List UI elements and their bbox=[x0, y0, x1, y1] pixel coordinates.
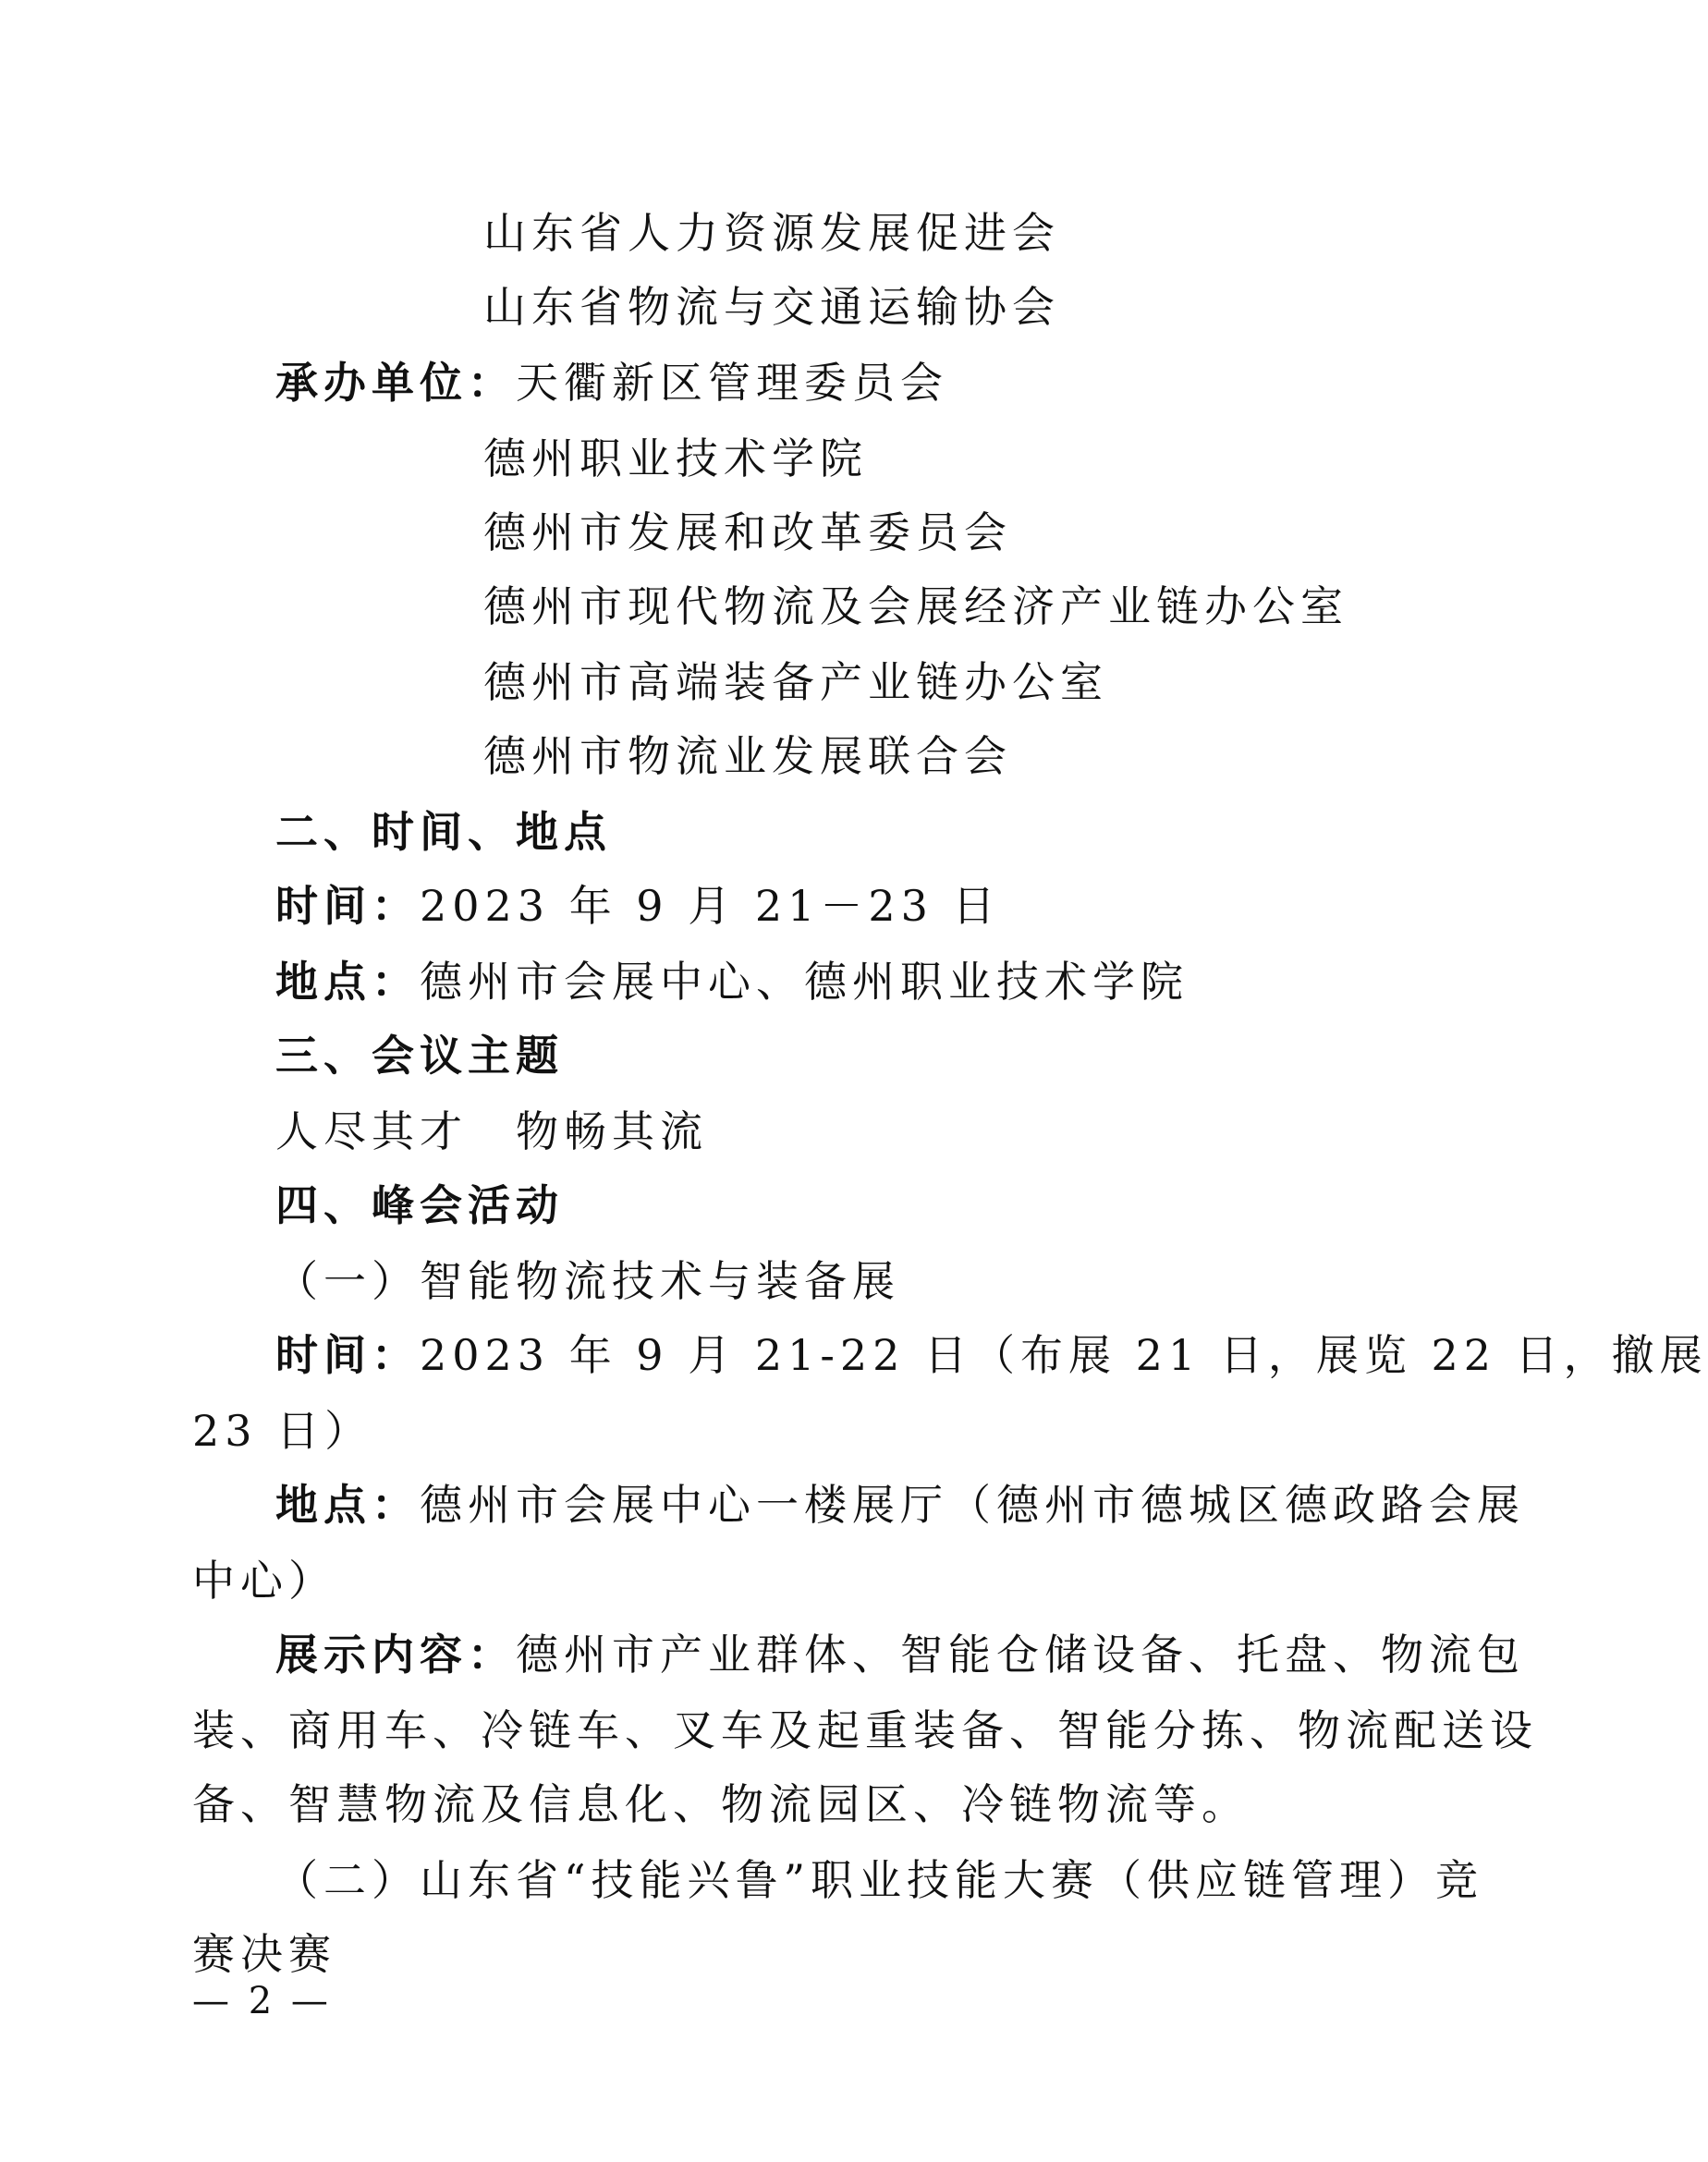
host-unit-5: 德州市高端装备产业链办公室 bbox=[483, 657, 1108, 707]
section4-place-value-1: 德州市会展中心一楼展厅（德州市德城区德政路会展 bbox=[420, 1480, 1525, 1530]
section4-content-line-2: 装、商用车、冷链车、叉车及起重装备、智能分拣、物流配送设 bbox=[192, 1705, 1538, 1755]
host-label: 承办单位： bbox=[275, 358, 516, 408]
section2-time bbox=[275, 878, 1001, 934]
section4-place-value-2: 中心） bbox=[192, 1556, 336, 1606]
section4-heading: 四、峰会活动 bbox=[275, 1180, 564, 1230]
host-unit-3: 德州市发展和改革委员会 bbox=[483, 507, 1012, 557]
organizer-line-1: 山东省人力资源发展促进会 bbox=[483, 208, 1060, 258]
section4-place bbox=[275, 1477, 1525, 1533]
section4-time-value-1: 2023 年 9 月 21-22 日（布展 21 日，展览 22 日，撤展 bbox=[420, 1330, 1708, 1380]
host-unit-6: 德州市物流业发展联合会 bbox=[483, 731, 1012, 781]
section4-content-line-3: 备、智慧物流及信息化、物流园区、冷链物流等。 bbox=[192, 1779, 1250, 1829]
section4-time bbox=[275, 1327, 1708, 1383]
section4-content bbox=[275, 1627, 1525, 1682]
section4-content-line-1: 德州市产业群体、智能仓储设备、托盘、物流包 bbox=[516, 1630, 1525, 1680]
host-unit-2: 德州职业技术学院 bbox=[483, 434, 868, 483]
section3-heading: 三、会议主题 bbox=[275, 1031, 564, 1081]
section4-place-label: 地点： bbox=[275, 1480, 420, 1530]
host-row-1 bbox=[275, 355, 948, 410]
section2-place-label: 地点： bbox=[275, 957, 420, 1007]
organizer-line-2: 山东省物流与交通运输协会 bbox=[483, 282, 1060, 332]
section4-time-label: 时间： bbox=[275, 1330, 420, 1380]
section4-sub1-title: （一）智能物流技术与装备展 bbox=[275, 1256, 900, 1306]
section4-time-value-2: 23 日） bbox=[192, 1406, 373, 1456]
section4-sub2-line-2: 赛决赛 bbox=[192, 1929, 336, 1979]
section2-heading: 二、时间、地点 bbox=[275, 807, 612, 857]
section4-sub2-line-1: （二）山东省“技能兴鲁”职业技能大赛（供应链管理）竞 bbox=[275, 1855, 1484, 1905]
section2-place-value: 德州市会展中心、德州职业技术学院 bbox=[420, 957, 1189, 1007]
host-unit-1: 天衢新区管理委员会 bbox=[516, 358, 948, 408]
section2-place bbox=[275, 954, 1189, 1009]
page-number: — 2 — bbox=[192, 1980, 332, 2022]
section2-time-label: 时间： bbox=[275, 881, 420, 931]
section4-content-label: 展示内容： bbox=[275, 1630, 516, 1680]
section2-time-value: 2023 年 9 月 21－23 日 bbox=[420, 881, 1001, 931]
section3-theme: 人尽其才 物畅其流 bbox=[275, 1106, 708, 1156]
host-unit-4: 德州市现代物流及会展经济产业链办公室 bbox=[483, 581, 1348, 631]
